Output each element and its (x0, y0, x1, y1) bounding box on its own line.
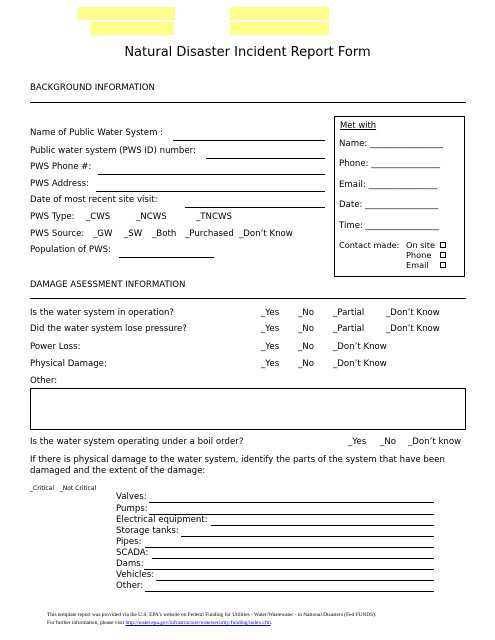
contact-email[interactable] (406, 260, 429, 270)
met-with-box (334, 116, 465, 277)
physical-damage-text-1: If there is physical damage to the water system, identify the parts of the system that have been (30, 455, 445, 465)
met-email-label: Email: (339, 180, 366, 190)
q-pressure-no[interactable]: _No (298, 324, 314, 334)
contact-onsite[interactable] (406, 240, 435, 250)
met-with-heading: Met with (340, 120, 377, 130)
met-phone-blank: ________________ (371, 159, 441, 169)
met-name-blank: _________________ (369, 139, 444, 149)
met-email-blank: ________________ (368, 180, 438, 190)
field-system-name: Name of Public Water System : (30, 128, 164, 138)
q-pressure-yes[interactable]: _Yes (261, 324, 280, 334)
field-pws-id: Public water system (PWS ID) number: (30, 146, 196, 156)
footer-suffix: . (270, 620, 273, 626)
met-phone-label: Phone: (339, 159, 369, 169)
damage-legend: _Critical _Not Critical (30, 485, 97, 492)
pws-address-line[interactable] (96, 191, 325, 192)
met-date-row[interactable] (339, 200, 438, 210)
q-pressure-dont-know[interactable]: _Don’t Know (386, 324, 440, 334)
q-pressure-partial[interactable]: _Partial (333, 324, 365, 334)
background-heading: BACKGROUND INFORMATION (30, 83, 155, 93)
field-site-visit: Date of most recent site visit: (30, 195, 158, 205)
storage-tanks-line[interactable] (181, 536, 434, 537)
damage-heading: DAMAGE ASESSMENT INFORMATION (30, 280, 186, 290)
met-phone-row[interactable] (339, 159, 440, 169)
boil-no[interactable]: _No (380, 437, 396, 447)
component-pipes: Pipes: (116, 537, 142, 547)
population-line[interactable] (119, 257, 214, 258)
pws-source-sw[interactable]: _SW (124, 229, 143, 239)
component-electrical: Electrical equipment: (116, 515, 208, 525)
component-storage-tanks: Storage tanks: (116, 526, 179, 536)
footer-link[interactable]: http://water.epa.gov/infrastructure/watersecurity/funding/index.cfm (125, 620, 271, 626)
pws-source-dont-know[interactable]: _Don’t Know (239, 229, 293, 239)
contact-phone-label: Phone (406, 250, 432, 260)
header-highlight-2 (230, 7, 329, 20)
q-power-dont-know[interactable]: _Don’t Know (333, 342, 387, 352)
component-dams: Dams: (116, 559, 144, 569)
q-physical-dont-know[interactable]: _Don’t Know (333, 359, 387, 369)
pws-source-purchased[interactable]: _Purchased (185, 229, 234, 239)
q-physical-damage: Physical Damage: (30, 359, 107, 369)
contact-onsite-label: On site (406, 240, 436, 250)
q-power-loss: Power Loss: (30, 342, 81, 352)
site-visit-line[interactable] (185, 207, 325, 208)
form-title: Natural Disaster Incident Report Form (124, 45, 371, 60)
footer-line-2 (47, 620, 272, 626)
pws-type-label: PWS Type: (30, 212, 75, 222)
damage-rule (30, 298, 466, 299)
met-time-blank: _________________ (365, 221, 439, 231)
component-valves: Valves: (116, 492, 147, 502)
pws-type-tncws[interactable]: _TNCWS (196, 212, 232, 222)
dams-line[interactable] (144, 569, 434, 570)
q-pressure: Did the water system lose pressure? (30, 324, 187, 334)
population-label: Population of PWS: (30, 245, 111, 255)
contact-email-checkbox[interactable] (440, 262, 446, 268)
other-textbox[interactable] (30, 388, 466, 430)
pws-source-label: PWS Source: (30, 229, 85, 239)
contact-phone[interactable] (406, 250, 431, 260)
contact-made-label: Contact made: (339, 240, 400, 250)
component-scada: SCADA: (116, 548, 149, 558)
met-name-row[interactable] (339, 139, 443, 149)
header-highlight-4 (230, 22, 329, 35)
pws-type-cws[interactable]: _CWS (86, 212, 111, 222)
pws-phone-line[interactable] (98, 174, 325, 175)
met-date-label: Date: (339, 200, 363, 210)
other-label: Other: (30, 376, 58, 386)
boil-order-question: Is the water system operating under a boil order? (30, 437, 244, 447)
met-date-blank: _________________ (365, 200, 439, 210)
component-pumps: Pumps: (116, 504, 148, 514)
met-name-label: Name: (339, 139, 368, 149)
q-power-no[interactable]: _No (298, 342, 314, 352)
physical-damage-text-2: damaged and the extent of the damage: (30, 466, 206, 476)
q-physical-no[interactable]: _No (298, 359, 314, 369)
q-operation-dont-know[interactable]: _Don’t Know (386, 308, 440, 318)
component-vehicles: Vehicles: (116, 570, 155, 580)
q-physical-yes[interactable]: _Yes (261, 359, 280, 369)
pws-type-ncws[interactable]: _NCWS (136, 212, 167, 222)
q-power-yes[interactable]: _Yes (261, 342, 280, 352)
boil-yes[interactable]: _Yes (348, 437, 367, 447)
q-operation-no[interactable]: _No (298, 308, 314, 318)
field-pws-phone: PWS Phone #: (30, 162, 92, 172)
pws-source-both[interactable]: _Both (152, 229, 177, 239)
q-operation: Is the water system in operation? (30, 308, 174, 318)
scada-line[interactable] (152, 558, 434, 559)
field-pws-address: PWS Address: (30, 179, 89, 189)
q-operation-yes[interactable]: _Yes (261, 308, 280, 318)
pws-id-line[interactable] (206, 158, 325, 159)
pws-source-gw[interactable]: _GW (93, 229, 113, 239)
met-email-row[interactable] (339, 180, 437, 190)
component-other: Other: (116, 581, 144, 591)
electrical-line[interactable] (211, 525, 434, 526)
pipes-line[interactable] (145, 547, 434, 548)
q-operation-partial[interactable]: _Partial (333, 308, 365, 318)
boil-dont-know[interactable]: _Don’t know (408, 437, 462, 447)
footer-line-1: This template report was provided via the U.S. EPA's website on Federal Funding for Utilities - Water/Wastewater - in National Disasters (Fed FUNDS). (47, 612, 377, 618)
contact-phone-checkbox[interactable] (440, 252, 446, 258)
footer-prefix: For further information, please visit (47, 620, 125, 626)
header-highlight-3 (90, 22, 174, 35)
background-rule (30, 102, 466, 103)
header-highlight-1 (78, 7, 175, 20)
valves-line[interactable] (149, 502, 434, 503)
met-time-label: Time: (339, 221, 363, 231)
system-name-line[interactable] (173, 140, 325, 141)
vehicles-line[interactable] (156, 580, 434, 581)
contact-email-label: Email (406, 260, 429, 270)
met-time-row[interactable] (339, 221, 439, 231)
other-line[interactable] (145, 591, 434, 592)
contact-onsite-checkbox[interactable] (440, 242, 446, 248)
